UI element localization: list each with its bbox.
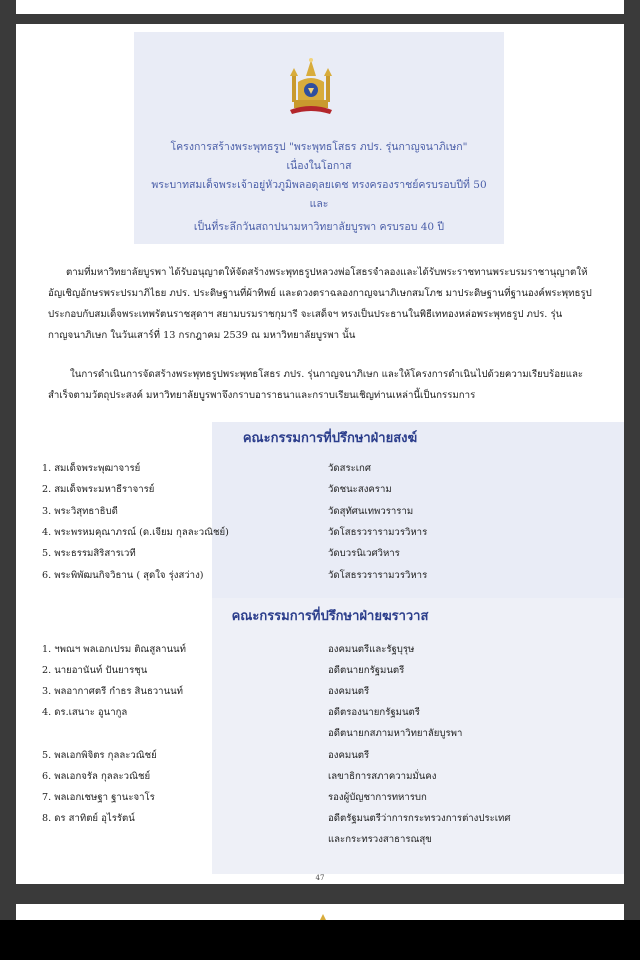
member-role: รองผู้บัญชาการทหารบก — [328, 792, 427, 803]
member-name: 8. ดร สาทิตย์ อุไรรัตน์ — [42, 813, 135, 824]
list-item — [42, 790, 602, 806]
purpose-paragraph: ในการดำเนินการจัดสร้างพระพุทธรูปพระพุทธโสธร ภปร. รุ่นกาญจนาภิเษก และให้โครงการดำเนินไปด้วยความเรียบร้อยและสำเร็จตามวัตถุประสงค์ มหาวิทยาลัยบูรพาจึงกราบอาราธนาและกราบเรียนเชิญท่านเหล่านี้เป็นกรรมการ — [48, 369, 584, 401]
member-role-continued: อดีตนายกสภามหาวิทยาลัยบูรพา — [328, 728, 463, 739]
page-number: 47 — [315, 874, 325, 882]
emblem-icon — [316, 914, 330, 920]
list-item — [42, 748, 602, 764]
member-role: อดีตรองนายกรัฐมนตรี — [328, 707, 420, 718]
list-item — [42, 769, 602, 785]
list-item — [42, 568, 602, 584]
sangha-committee-title: คณะกรรมการที่ปรึกษาฝ่ายสงฆ์ — [242, 431, 418, 446]
member-role: วัดบวรนิเวศวิหาร — [328, 548, 400, 559]
list-item — [42, 504, 602, 520]
list-item — [42, 642, 602, 658]
header-line-2: เนื่องในโอกาส — [286, 160, 352, 172]
member-name: 6. พระพิพัฒนกิจวิธาน ( สุดใจ รุ่งสว่าง) — [42, 570, 204, 581]
member-role: เลขาธิการสภาความมั่นคง — [328, 771, 437, 782]
member-role-continued: และกระทรวงสาธารณสุข — [328, 834, 432, 845]
member-role: วัดสุทัศนเทพวราราม — [328, 506, 414, 517]
member-name: 2. นายอานันท์ ปันยารชุน — [42, 665, 148, 676]
member-name: 1. สมเด็จพระพุฒาจารย์ — [42, 463, 141, 474]
member-role: วัดชนะสงคราม — [328, 484, 392, 495]
list-item — [42, 684, 602, 700]
member-name: 2. สมเด็จพระมหาธีราจารย์ — [42, 484, 155, 495]
header-line-5: เป็นที่ระลึกวันสถาปนามหาวิทยาลัยบูรพา ครบรอบ 40 ปี — [193, 221, 445, 233]
list-item — [42, 525, 602, 541]
list-item — [42, 811, 602, 827]
list-item — [42, 705, 602, 721]
member-role: วัดสระเกศ — [328, 463, 371, 474]
list-item — [42, 663, 602, 679]
member-role: องคมนตรีและรัฐบุรุษ — [328, 644, 415, 655]
list-item — [42, 546, 602, 562]
member-name: 5. พระธรรมสิริสารเวที — [42, 548, 136, 559]
member-name: 7. พลเอกเชษฐา ฐานะจาโร — [42, 792, 155, 803]
member-name: 6. พลเอกจรัล กุลละวณิชย์ — [42, 771, 151, 782]
next-page — [16, 904, 624, 920]
intro-paragraph: ตามที่มหาวิทยาลัยบูรพา ได้รับอนุญาตให้จัดสร้างพระพุทธรูปหลวงพ่อโสธรจำลองและได้รับพระราชทานพระบรมราชานุญาตให้อัญเชิญอักษรพระปรมาภิไธย ภปร. ประดิษฐานที่ผ้าทิพย์ และดวงตราฉลองกาญจนาภิเษกสมโภช มาประดิษฐานที่ฐานองค์พระพุทธรูป ประกอบกับสมเด็จพระเทพรัตนราชสุดาฯ สยามบรมราชกุมารี จะเสด็จฯ ทรงเป็นประธานในพิธีเททองหล่อพระพุทธรูป ภปร. รุ่นกาญจนาภิเษก ในวันเสาร์ที่ 13 กรกฎาคม 2539 ณ มหาวิทยาลัยบูรพา นั้น — [48, 267, 592, 341]
list-item — [42, 461, 602, 477]
member-name: 5. พลเอกพิจิตร กุลละวณิชย์ — [42, 750, 157, 761]
list-item — [42, 482, 602, 498]
member-role: วัดโสธรวรารามวรวิหาร — [328, 570, 428, 581]
member-name: 4. พระพรหมคุณาภรณ์ (ด.เจียม กุลละวณิชย์) — [42, 527, 229, 538]
member-role: วัดโสธรวรารามวรวิหาร — [328, 527, 428, 538]
previous-page — [16, 0, 624, 14]
member-role: องคมนตรี — [328, 686, 370, 697]
header-line-3: พระบาทสมเด็จพระเจ้าอยู่หัวภูมิพลอดุลยเดช ทรงครองราชย์ครบรอบปีที่ 50 — [151, 179, 487, 191]
member-name: 1. ฯพณฯ พลเอกเปรม ติณสูลานนท์ — [42, 644, 186, 655]
lay-committee-title: คณะกรรมการที่ปรึกษาฝ่ายฆราวาส — [231, 609, 429, 624]
member-role: องคมนตรี — [328, 750, 370, 761]
member-role: อดีตนายกรัฐมนตรี — [328, 665, 405, 676]
member-name: 3. พระวิสุทธาธิบดี — [42, 506, 118, 517]
member-role: อดีตรัฐมนตรีว่าการกระทรวงการต่างประเทศ — [328, 813, 511, 824]
member-name: 4. ดร.เสนาะ อูนากูล — [42, 707, 128, 718]
current-page — [16, 24, 624, 884]
header-line-1: โครงการสร้างพระพุทธรูป "พระพุทธโสธร ภปร. รุ่นกาญจนาภิเษก" — [170, 141, 468, 153]
member-name: 3. พลอากาศตรี กำธร สินธวานนท์ — [42, 686, 184, 697]
header-line-4: และ — [309, 198, 329, 210]
royal-emblem-icon — [286, 56, 336, 118]
